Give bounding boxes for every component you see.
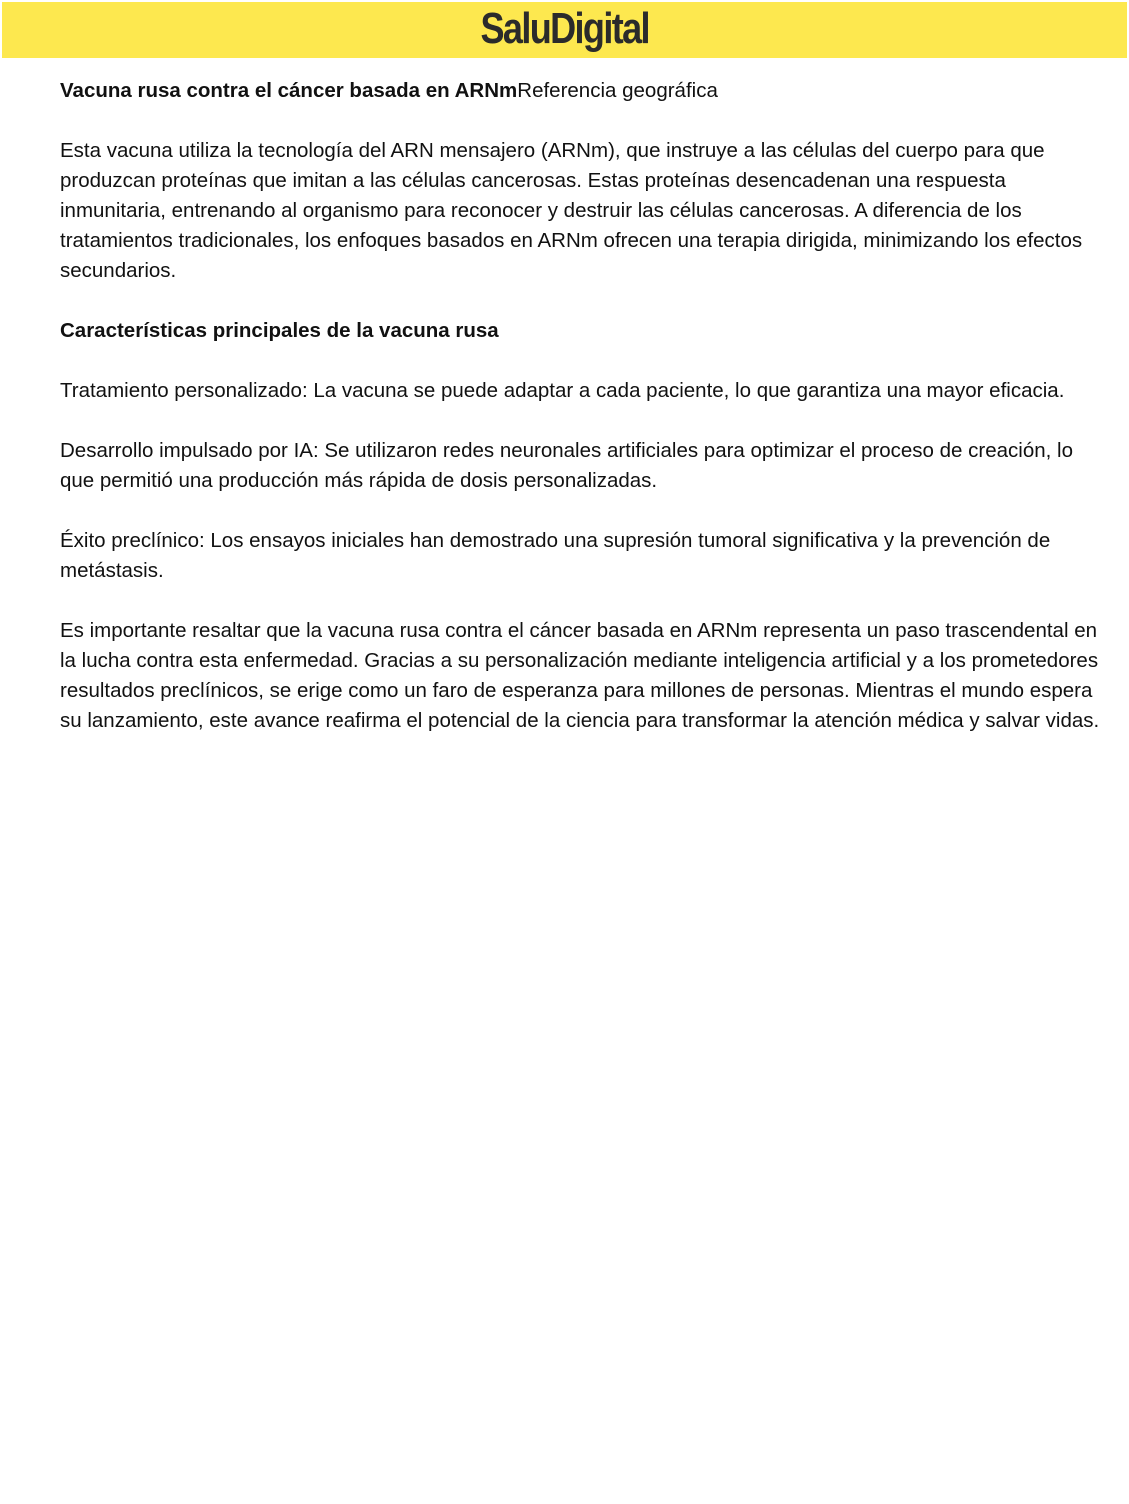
article-title-suffix: Referencia geográfica xyxy=(517,79,718,102)
feature-ai-development: Desarrollo impulsado por IA: Se utilizaron redes neuronales artificiales para optimizar el proceso de creación, lo que permitió una producción más rápida de dosis personalizadas. xyxy=(60,439,1073,492)
header-bar xyxy=(2,2,1127,58)
feature-personalized: Tratamiento personalizado: La vacuna se puede adaptar a cada paciente, lo que garantiza una mayor eficacia. xyxy=(60,379,1065,402)
intro-paragraph: Esta vacuna utiliza la tecnología del ARN mensajero (ARNm), que instruye a las células del cuerpo para que produzcan proteínas que imitan a las células cancerosas. Estas proteínas desencadenan una respuesta inmunitaria, entrenando al organismo para reconocer y destruir las células cancerosas. A diferencia de los tratamientos tradicionales, los enfoques basados en ARNm ofrecen una terapia dirigida, minimizando los efectos secundarios. xyxy=(60,139,1083,282)
feature-preclinical: Éxito preclínico: Los ensayos iniciales han demostrado una supresión tumoral significativa y la prevención de metástasis. xyxy=(60,529,1051,582)
brand-logo: SaluDigital xyxy=(480,4,649,53)
article-title-line xyxy=(60,76,1100,106)
article-body xyxy=(60,76,1100,766)
features-heading: Características principales de la vacuna rusa xyxy=(60,319,499,342)
article-title: Vacuna rusa contra el cáncer basada en ARNm xyxy=(60,79,518,102)
conclusion-paragraph: Es importante resaltar que la vacuna rusa contra el cáncer basada en ARNm representa un paso trascendental en la lucha contra esta enfermedad. Gracias a su personalización mediante inteligencia artificial y a los prometedores resultados preclínicos, se erige como un faro de esperanza para millones de personas. Mientras el mundo espera su lanzamiento, este avance reafirma el potencial de la ciencia para transformar la atención médica y salvar vidas. xyxy=(60,619,1100,732)
